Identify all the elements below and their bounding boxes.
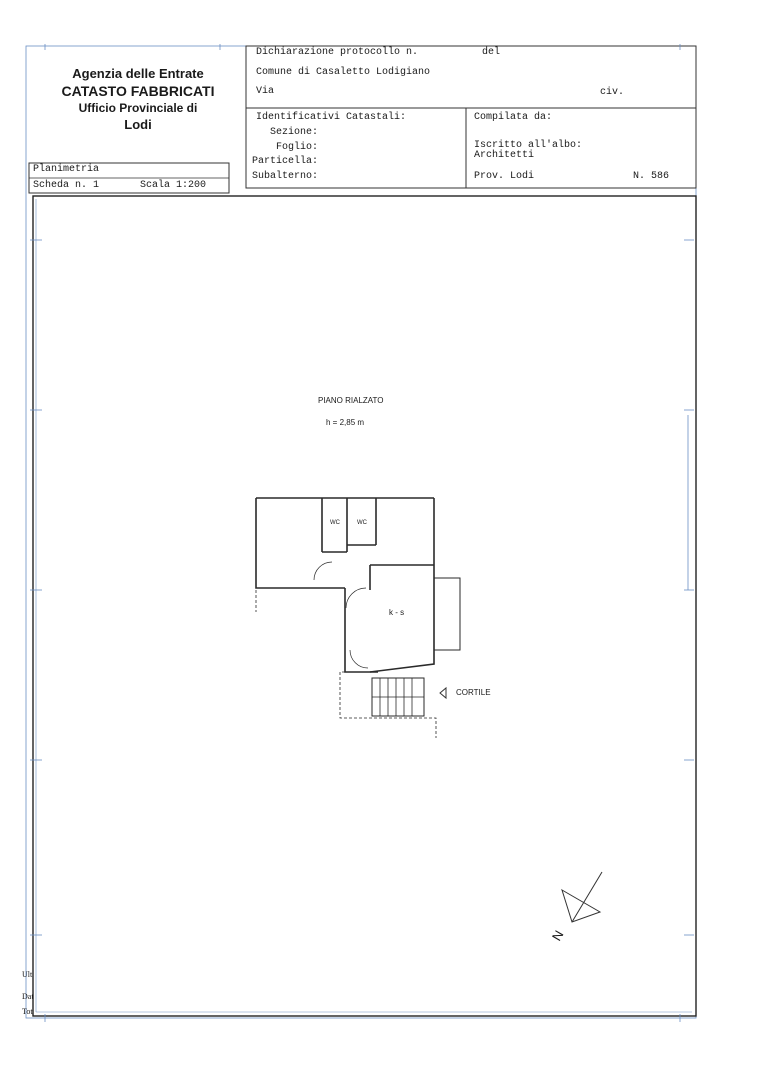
via-label: Via xyxy=(256,86,275,97)
cortile-arrow xyxy=(440,688,446,698)
office-city: Lodi xyxy=(124,117,152,132)
north-label: N xyxy=(548,927,567,944)
del-label: del xyxy=(482,47,501,58)
margin-note-dat: Dat xyxy=(22,992,34,1001)
floor-height: h = 2,85 m xyxy=(326,418,365,427)
north-arrow xyxy=(562,872,602,922)
comune-label: Comune di Casaletto Lodigiano xyxy=(256,67,431,78)
dichiarazione-label: Dichiarazione protocollo n. xyxy=(256,47,419,58)
wc-label-2: WC xyxy=(357,520,367,526)
office-name: Ufficio Provinciale di xyxy=(78,101,198,115)
agency-block xyxy=(50,66,226,132)
subalterno-label: Subalterno: xyxy=(252,171,319,182)
civ-label: civ. xyxy=(600,87,625,98)
provincia-value: Prov. Lodi xyxy=(474,171,535,182)
floor-title: PIANO RIALZATO xyxy=(318,396,384,405)
compilata-title: Compilata da: xyxy=(474,112,553,123)
registration-ticks xyxy=(30,44,694,1022)
iscritto-label: Iscritto all'albo: xyxy=(474,140,583,151)
agency-name: Agenzia delle Entrate xyxy=(72,66,204,81)
foglio-label: Foglio: xyxy=(276,142,319,153)
albo-value: Architetti xyxy=(474,150,535,161)
identificativi-title: Identificativi Catastali: xyxy=(256,112,407,123)
sezione-label: Sezione: xyxy=(270,127,319,138)
planimetria-title: Planimetria xyxy=(33,164,100,175)
drawing-frame xyxy=(33,196,696,1016)
courtyard-label: CORTILE xyxy=(456,688,491,697)
particella-label: Particella: xyxy=(252,156,319,167)
registry-name: CATASTO FABBRICATI xyxy=(61,83,215,99)
margin-note-ult: Ult xyxy=(22,970,33,979)
outer-frame xyxy=(26,46,696,1018)
wc-label-1: WC xyxy=(330,520,340,526)
room-label: k - s xyxy=(389,608,405,617)
scala-label: Scala 1:200 xyxy=(140,180,207,191)
margin-note-tot: Tot xyxy=(22,1007,33,1016)
scheda-label: Scheda n. 1 xyxy=(33,180,100,191)
floor-plan xyxy=(256,498,460,738)
numero-albo: N. 586 xyxy=(633,171,670,182)
